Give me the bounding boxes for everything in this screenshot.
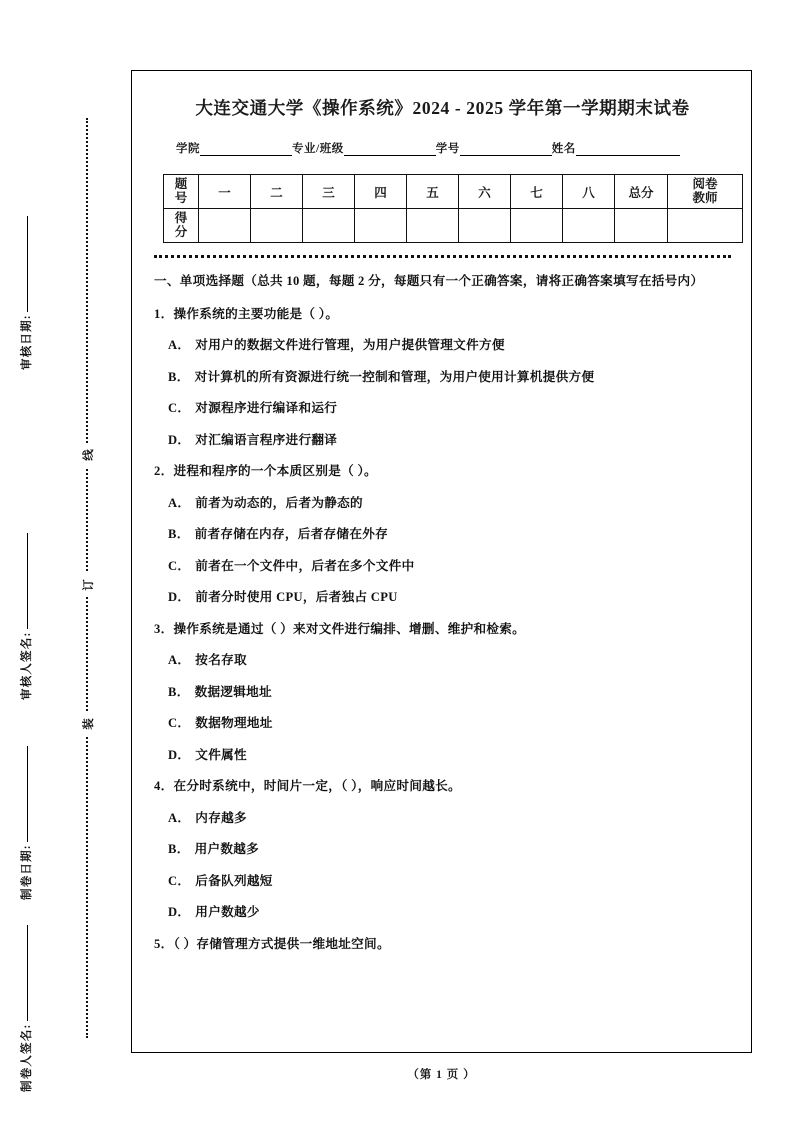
question-body [154, 272, 731, 954]
score-column-header-3: 三 [303, 175, 355, 209]
question-1-option-d-text: 对汇编语言程序进行翻译 [195, 432, 338, 447]
question-1-option-a-letter: A． [168, 338, 191, 353]
identity-field-name-input[interactable] [576, 143, 680, 156]
question-1-option-b-letter: B． [168, 369, 190, 384]
question-2-option-a-text: 前者为动态的，后者为静态的 [195, 495, 363, 510]
identity-field-major-class-input[interactable] [344, 143, 436, 156]
question-4-option-d [168, 903, 731, 923]
question-4-option-b-letter: B． [168, 842, 190, 857]
question-3-option-a [168, 651, 731, 671]
score-column-header-7: 七 [511, 175, 563, 209]
question-2-option-c-letter: C． [168, 558, 191, 573]
score-column-header-1: 一 [199, 175, 251, 209]
page-footer: （第 1 页 ） [407, 1069, 476, 1081]
table-row-question-numbers [164, 175, 743, 209]
score-cell-4[interactable] [355, 209, 407, 243]
question-3-option-d-text: 文件属性 [195, 747, 247, 762]
question-1-option-c-text: 对源程序进行编译和运行 [195, 401, 338, 416]
margin-label-review-date-rule [27, 216, 28, 312]
identity-field-student-id-label: 学号 [435, 143, 460, 155]
score-cell-1[interactable] [199, 209, 251, 243]
question-4-option-c-text: 后备队列越短 [195, 873, 273, 888]
question-2-option-b [168, 525, 731, 545]
identity-fields-row [154, 140, 731, 156]
section-heading-multiple-choice: 一、单项选择题（总共 10 题，每题 2 分，每题只有一个正确答案，请将正确答案填写在括号内） [154, 274, 704, 288]
question-4-option-a [168, 809, 731, 829]
score-column-header-2: 二 [251, 175, 303, 209]
question-1-option-a [168, 336, 731, 356]
question-3-option-d-letter: D． [168, 747, 191, 762]
score-cell-7[interactable] [511, 209, 563, 243]
question-2-option-d-text: 前者分时使用 CPU，后者独占 CPU [195, 590, 398, 605]
identity-field-student-id-input[interactable] [460, 143, 552, 156]
score-cell-6[interactable] [459, 209, 511, 243]
question-3-option-c-text: 数据物理地址 [195, 716, 273, 731]
question-3-option-c [168, 714, 731, 734]
score-table [163, 174, 743, 243]
margin-label-reviewer-signature-text: 审核人签名: [21, 631, 33, 700]
row-header-score-char1: 得 [174, 211, 188, 226]
question-2-option-d [168, 588, 731, 608]
score-cell-total[interactable] [615, 209, 668, 243]
row-header-score [164, 209, 199, 243]
question-2-option-c-text: 前者在一个文件中，后者在多个文件中 [195, 558, 415, 573]
score-cell-grader[interactable] [668, 209, 743, 243]
question-stem-4: 4．在分时系统中，时间片一定，（ ），响应时间越长。 [154, 779, 461, 794]
margin-label-preparer-signature-rule [27, 925, 28, 1021]
grader-label-char2: 教师 [692, 190, 718, 205]
identity-field-college-input[interactable] [200, 143, 292, 156]
identity-field-college [176, 140, 292, 156]
margin-label-preparer-signature-text: 制卷人签名: [21, 1023, 33, 1092]
margin-label-prepare-date [18, 700, 34, 900]
identity-field-student-id [436, 140, 552, 156]
identity-field-name-label: 姓名 [551, 143, 576, 155]
score-column-header-total: 总分 [615, 175, 668, 209]
score-table-wrapper [154, 174, 731, 243]
identity-field-major-class [292, 140, 436, 156]
identity-field-major-class-label: 专业/班级 [292, 143, 344, 155]
left-margin-labels [0, 0, 70, 1122]
margin-label-prepare-date-rule [27, 746, 28, 842]
score-cell-2[interactable] [251, 209, 303, 243]
question-4-option-a-letter: A． [168, 810, 191, 825]
score-cell-5[interactable] [407, 209, 459, 243]
score-column-header-grader [668, 175, 743, 209]
score-cell-8[interactable] [563, 209, 615, 243]
question-3-option-b [168, 683, 731, 703]
question-stem-3: 3．操作系统是通过（ ）来对文件进行编排、增删、维护和检索。 [154, 621, 526, 636]
question-4-option-c [168, 872, 731, 892]
question-2-option-b-letter: B． [168, 527, 190, 542]
score-column-header-6: 六 [459, 175, 511, 209]
exam-paper-content [154, 85, 731, 966]
score-cell-3[interactable] [303, 209, 355, 243]
row-header-question-number-char2: 号 [174, 190, 188, 205]
score-column-header-8: 八 [563, 175, 615, 209]
question-2-option-c [168, 557, 731, 577]
row-header-question-number-char1: 题 [174, 177, 188, 192]
identity-field-name [552, 140, 680, 156]
question-4-option-d-letter: D． [168, 905, 191, 920]
page-title: 大连交通大学《操作系统》2024 - 2025 学年第一学期期末试卷 [195, 98, 690, 118]
margin-label-reviewer-signature [18, 500, 34, 700]
question-3-option-a-letter: A． [168, 653, 191, 668]
question-4-option-b-text: 用户数越多 [194, 842, 260, 857]
question-4-option-c-letter: C． [168, 873, 191, 888]
dotted-separator [154, 255, 731, 258]
question-1-option-b-text: 对计算机的所有资源进行统一控制和管理，为用户使用计算机提供方便 [194, 369, 595, 384]
margin-label-preparer-signature [18, 892, 34, 1092]
question-4-option-b [168, 840, 731, 860]
identity-field-college-label: 学院 [176, 143, 200, 155]
margin-label-review-date [18, 170, 34, 370]
question-1-option-a-text: 对用户的数据文件进行管理，为用户提供管理文件方便 [195, 338, 505, 353]
question-3-option-b-letter: B． [168, 684, 190, 699]
question-4-option-a-text: 内存越多 [195, 810, 247, 825]
exam-paper-frame [131, 70, 752, 1053]
question-stem-5: 5．（ ）存储管理方式提供一维地址空间。 [154, 936, 390, 951]
question-2-option-b-text: 前者存储在内存，后者存储在外存 [194, 527, 388, 542]
question-stem-2: 2．进程和程序的一个本质区别是（ ）。 [154, 464, 377, 479]
question-1-option-c [168, 399, 731, 419]
question-3-option-a-text: 按名存取 [195, 653, 247, 668]
question-2-option-a-letter: A． [168, 495, 191, 510]
question-3-option-c-letter: C． [168, 716, 191, 731]
question-1-option-b [168, 368, 731, 388]
question-1-option-d-letter: D． [168, 432, 191, 447]
binding-mark-staple: 订 [80, 573, 96, 597]
table-row-scores [164, 209, 743, 243]
row-header-question-number [164, 175, 199, 209]
grader-label-char1: 阅卷 [692, 176, 718, 191]
question-2-option-d-letter: D． [168, 590, 191, 605]
question-3-option-b-text: 数据逻辑地址 [194, 684, 272, 699]
question-3-option-d [168, 746, 731, 766]
question-1-option-d [168, 431, 731, 451]
margin-label-prepare-date-text: 制卷日期: [21, 844, 33, 900]
question-2-option-a [168, 494, 731, 514]
margin-label-reviewer-signature-rule [27, 533, 28, 629]
question-stem-1: 1．操作系统的主要功能是（ ）。 [154, 306, 339, 321]
score-column-header-5: 五 [407, 175, 459, 209]
binding-mark-bind: 装 [80, 712, 96, 736]
question-4-option-d-text: 用户数越少 [195, 905, 260, 920]
binding-mark-line: 线 [80, 443, 96, 467]
score-column-header-4: 四 [355, 175, 407, 209]
margin-label-review-date-text: 审核日期: [21, 314, 33, 370]
row-header-score-char2: 分 [174, 224, 188, 239]
question-1-option-c-letter: C． [168, 401, 191, 416]
